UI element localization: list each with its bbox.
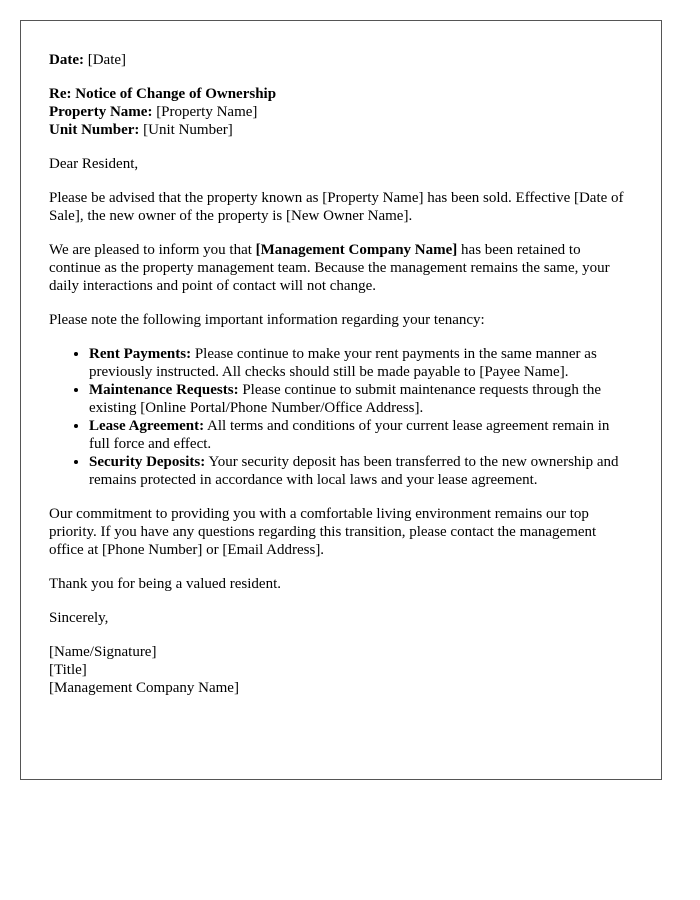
list-item-label: Rent Payments: bbox=[89, 346, 192, 362]
property-label: Property Name: bbox=[49, 104, 153, 120]
closing: Sincerely, bbox=[49, 610, 109, 626]
property-line bbox=[49, 103, 633, 121]
letter-page bbox=[20, 20, 662, 780]
management-company-name: [Management Company Name] bbox=[255, 242, 458, 258]
property-value: [Property Name] bbox=[156, 104, 258, 120]
list-item-label: Security Deposits: bbox=[89, 454, 206, 470]
tenancy-info-list bbox=[49, 345, 633, 489]
date-block bbox=[49, 51, 633, 69]
list-item-lease bbox=[89, 417, 633, 453]
unit-line bbox=[49, 121, 633, 139]
list-item-rent bbox=[89, 345, 633, 381]
date-value: [Date] bbox=[87, 52, 127, 68]
list-item-deposits bbox=[89, 453, 633, 489]
signature-name: [Name/Signature] bbox=[49, 644, 157, 660]
paragraph-tenancy-intro: Please note the following important information regarding your tenancy: bbox=[49, 312, 485, 328]
unit-value: [Unit Number] bbox=[143, 122, 233, 138]
reference-block bbox=[49, 85, 633, 139]
paragraph-commitment: Our commitment to providing you with a comfortable living environment remains our top priority. If you have any questions regarding this transition, please contact the management office at [Phone Number] or [Email Address]. bbox=[49, 506, 597, 558]
unit-label: Unit Number: bbox=[49, 122, 140, 138]
list-item-text: Please continue to submit maintenance requests through the existing [Online Portal/Phone Number/Office Address]. bbox=[89, 382, 601, 416]
subject-line: Re: Notice of Change of Ownership bbox=[49, 86, 277, 102]
paragraph-thanks: Thank you for being a valued resident. bbox=[49, 576, 282, 592]
list-item-label: Maintenance Requests: bbox=[89, 382, 239, 398]
list-item-label: Lease Agreement: bbox=[89, 418, 205, 434]
list-item-maintenance bbox=[89, 381, 633, 417]
signature-title: [Title] bbox=[49, 662, 87, 678]
management-text-suffix: has been retained to continue as the property management team. Because the management remains the same, your daily interactions and point of contact will not change. bbox=[49, 242, 610, 294]
paragraph-sale-notice: Please be advised that the property known as [Property Name] has been sold. Effective [Date of Sale], the new owner of the property is [New Owner Name]. bbox=[49, 190, 624, 224]
date-label: Date: bbox=[49, 52, 84, 68]
list-item-text: Please continue to make your rent payments in the same manner as previously instructed. All checks should still be made payable to [Payee Name]. bbox=[89, 346, 597, 380]
signature-company: [Management Company Name] bbox=[49, 680, 239, 696]
management-text-prefix: We are pleased to inform you that bbox=[49, 242, 256, 258]
signature-block bbox=[49, 643, 633, 697]
salutation: Dear Resident, bbox=[49, 156, 139, 172]
list-item-text: All terms and conditions of your current lease agreement remain in full force and effect. bbox=[89, 418, 610, 452]
list-item-text: Your security deposit has been transferred to the new ownership and remains protected in accordance with local laws and your lease agreement. bbox=[89, 454, 619, 488]
paragraph-management bbox=[49, 241, 633, 295]
